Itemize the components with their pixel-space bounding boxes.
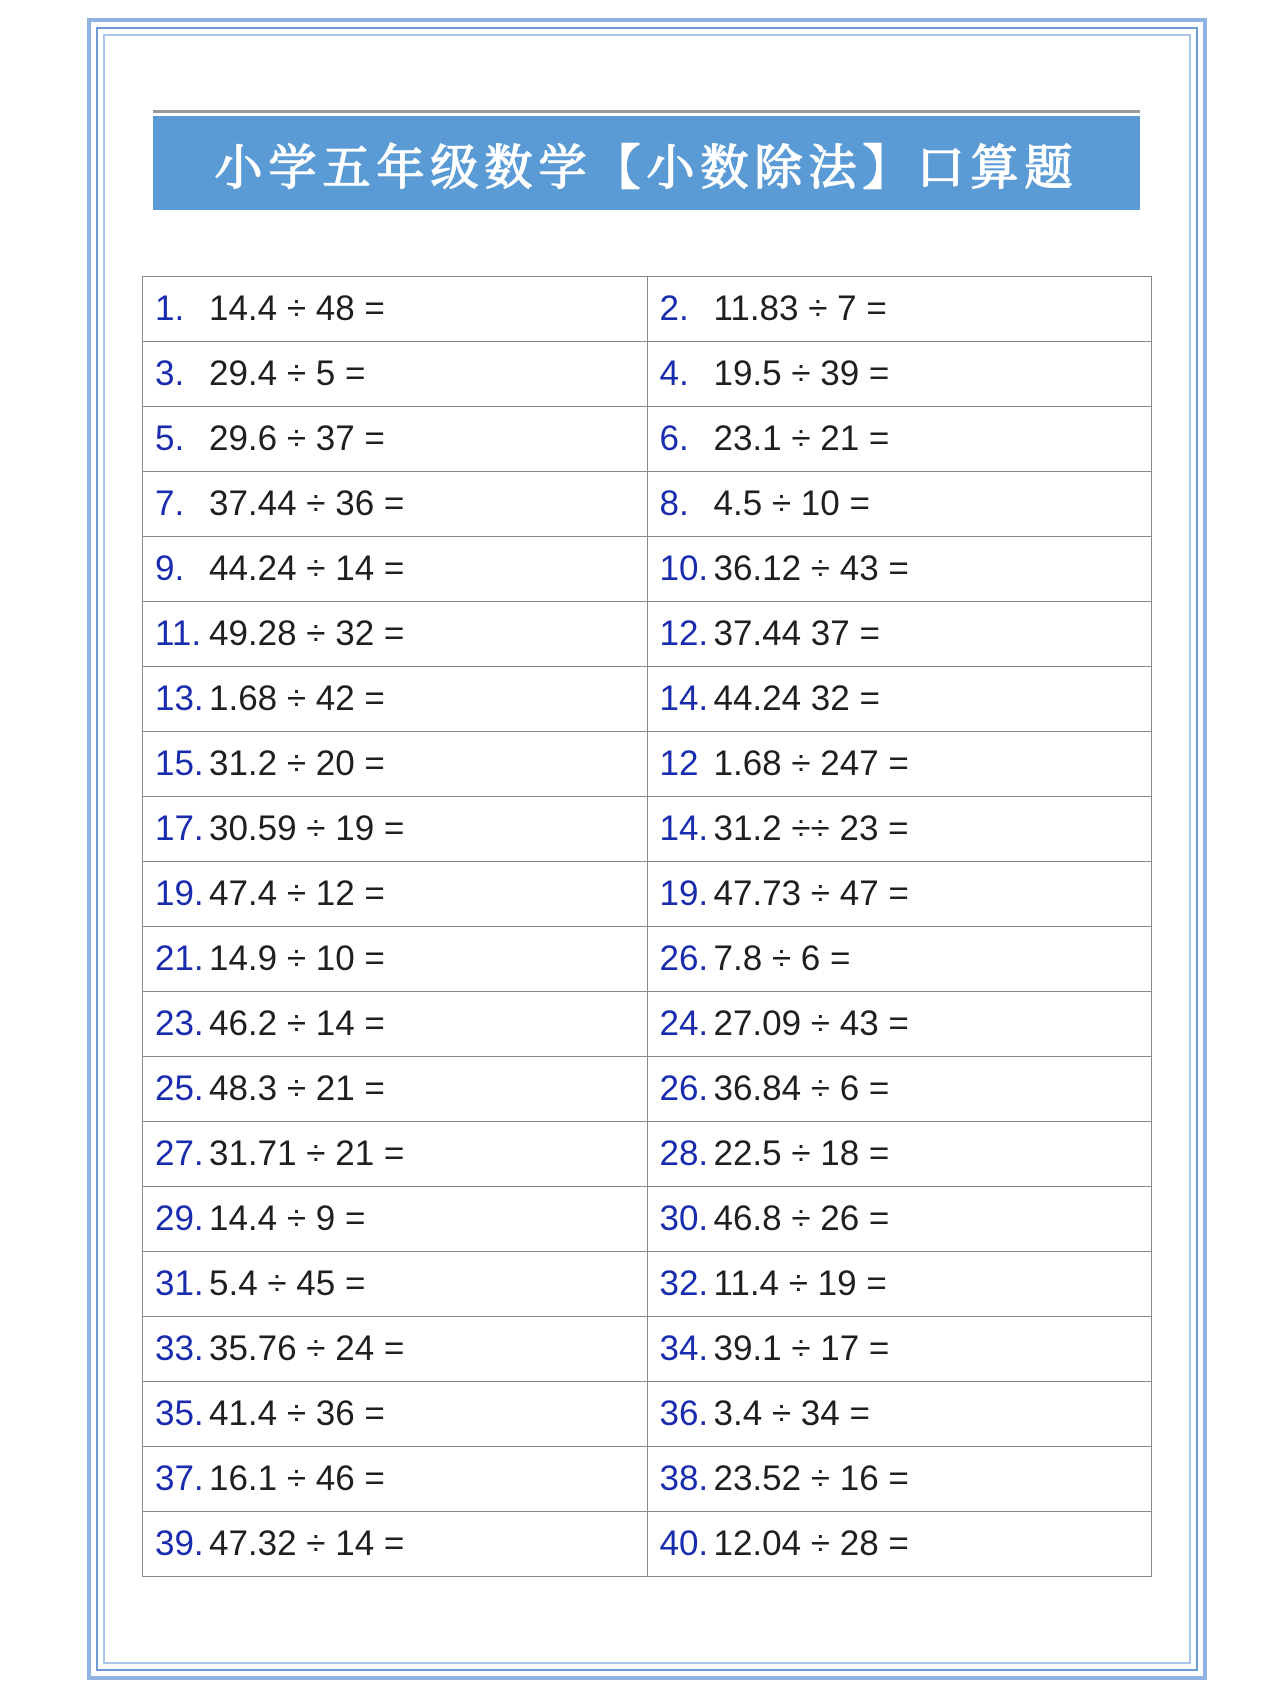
problem-cell	[647, 1122, 1152, 1187]
table-row	[143, 602, 1152, 667]
problem-number: 36.	[659, 1394, 709, 1433]
problem-expression: 1.68 ÷ 42 =	[209, 679, 385, 718]
problem-expression: 47.73 ÷ 47 =	[713, 874, 909, 913]
table-row	[143, 277, 1152, 342]
table-row	[143, 1187, 1152, 1252]
problem-expression: 27.09 ÷ 43 =	[713, 1004, 909, 1043]
problem-cell	[647, 667, 1152, 732]
problem-expression: 22.5 ÷ 18 =	[713, 1134, 890, 1173]
problem-number: 8.	[659, 484, 689, 523]
problem-expression: 3.4 ÷ 34 =	[713, 1394, 870, 1433]
problem-cell	[647, 472, 1152, 537]
problem-expression: 16.1 ÷ 46 =	[209, 1459, 385, 1498]
problem-expression: 39.1 ÷ 17 =	[713, 1329, 890, 1368]
problem-cell	[647, 797, 1152, 862]
problem-cell	[647, 342, 1152, 407]
problem-cell	[647, 1317, 1152, 1382]
problem-number: 4.	[659, 354, 689, 393]
problem-number: 40.	[659, 1524, 709, 1563]
problem-expression: 14.4 ÷ 9 =	[209, 1199, 366, 1238]
problem-number: 39.	[155, 1524, 204, 1563]
table-row	[143, 342, 1152, 407]
problem-expression: 37.44 ÷ 36 =	[209, 484, 405, 523]
problem-expression: 48.3 ÷ 21 =	[209, 1069, 385, 1108]
problem-number: 23.	[155, 1004, 204, 1043]
problem-expression: 44.24 ÷ 14 =	[209, 549, 405, 588]
table-row	[143, 797, 1152, 862]
table-row	[143, 472, 1152, 537]
problem-cell	[143, 1057, 648, 1122]
table-row	[143, 1252, 1152, 1317]
table-row	[143, 927, 1152, 992]
problem-cell	[143, 1317, 648, 1382]
problem-expression: 31.71 ÷ 21 =	[209, 1134, 405, 1173]
problem-expression: 47.4 ÷ 12 =	[209, 874, 385, 913]
problem-expression: 35.76 ÷ 24 =	[209, 1329, 405, 1368]
problem-expression: 23.52 ÷ 16 =	[713, 1459, 909, 1498]
problem-number: 26.	[659, 1069, 709, 1108]
problem-cell	[143, 602, 648, 667]
problem-number: 25.	[155, 1069, 204, 1108]
problem-number: 12	[659, 744, 699, 783]
problem-expression: 4.5 ÷ 10 =	[713, 484, 870, 523]
problem-number: 32.	[659, 1264, 709, 1303]
problem-cell	[143, 1447, 648, 1512]
problem-expression: 46.2 ÷ 14 =	[209, 1004, 385, 1043]
problem-cell	[647, 602, 1152, 667]
problem-number: 28.	[659, 1134, 709, 1173]
problem-number: 24.	[659, 1004, 709, 1043]
problem-cell	[647, 537, 1152, 602]
problem-cell	[647, 1382, 1152, 1447]
problem-number: 19.	[155, 874, 204, 913]
problem-cell	[647, 407, 1152, 472]
problem-cell	[143, 667, 648, 732]
table-row	[143, 407, 1152, 472]
problem-number: 2.	[659, 289, 689, 328]
problem-number: 14.	[659, 679, 709, 718]
problem-cell	[143, 537, 648, 602]
problem-cell	[647, 862, 1152, 927]
problem-number: 21.	[155, 939, 204, 978]
problem-number: 14.	[659, 809, 709, 848]
problem-table	[142, 276, 1152, 1577]
problem-cell	[143, 1187, 648, 1252]
problem-number: 31.	[155, 1264, 204, 1303]
problem-cell	[143, 797, 648, 862]
problem-cell	[143, 992, 648, 1057]
table-row	[143, 862, 1152, 927]
table-row	[143, 1122, 1152, 1187]
problem-cell	[647, 1252, 1152, 1317]
problem-number: 12.	[659, 614, 709, 653]
problem-cell	[143, 1122, 648, 1187]
problem-number: 13.	[155, 679, 204, 718]
table-row	[143, 1512, 1152, 1577]
problem-cell	[647, 732, 1152, 797]
problem-expression: 12.04 ÷ 28 =	[713, 1524, 909, 1563]
problem-cell	[647, 927, 1152, 992]
problem-cell	[143, 472, 648, 537]
problem-expression: 11.83 ÷ 7 =	[713, 289, 887, 328]
problem-cell	[143, 407, 648, 472]
table-row	[143, 1382, 1152, 1447]
problem-number: 5.	[155, 419, 185, 458]
problem-cell	[143, 927, 648, 992]
problem-cell	[647, 1057, 1152, 1122]
problem-number: 15.	[155, 744, 204, 783]
problem-expression: 5.4 ÷ 45 =	[209, 1264, 366, 1303]
problem-cell	[647, 277, 1152, 342]
problem-number: 1.	[155, 289, 185, 328]
problem-expression: 31.2 ÷ 20 =	[209, 744, 385, 783]
problem-number: 38.	[659, 1459, 709, 1498]
problem-expression: 30.59 ÷ 19 =	[209, 809, 405, 848]
problem-expression: 14.4 ÷ 48 =	[209, 289, 385, 328]
problem-number: 10.	[659, 549, 709, 588]
problem-cell	[143, 732, 648, 797]
problem-number: 6.	[659, 419, 689, 458]
title-rule	[153, 110, 1140, 113]
worksheet-title: 小学五年级数学【小数除法】口算题	[153, 116, 1140, 210]
problem-expression: 46.8 ÷ 26 =	[713, 1199, 890, 1238]
problem-expression: 19.5 ÷ 39 =	[713, 354, 890, 393]
problem-number: 33.	[155, 1329, 204, 1368]
problem-number: 30.	[659, 1199, 709, 1238]
problem-expression: 1.68 ÷ 247 =	[713, 744, 909, 783]
problem-expression: 11.4 ÷ 19 =	[713, 1264, 887, 1303]
table-row	[143, 732, 1152, 797]
problem-cell	[143, 342, 648, 407]
table-row	[143, 1317, 1152, 1382]
problem-number: 34.	[659, 1329, 709, 1368]
problem-expression: 36.84 ÷ 6 =	[713, 1069, 890, 1108]
problem-expression: 44.24 32 =	[713, 679, 880, 718]
problem-expression: 41.4 ÷ 36 =	[209, 1394, 385, 1433]
problem-expression: 14.9 ÷ 10 =	[209, 939, 385, 978]
problem-number: 27.	[155, 1134, 204, 1173]
problem-expression: 49.28 ÷ 32 =	[209, 614, 405, 653]
problem-expression: 23.1 ÷ 21 =	[713, 419, 890, 458]
problem-expression: 31.2 ÷÷ 23 =	[713, 809, 909, 848]
problem-cell	[647, 1187, 1152, 1252]
problem-number: 17.	[155, 809, 204, 848]
problem-expression: 29.6 ÷ 37 =	[209, 419, 385, 458]
problem-expression: 29.4 ÷ 5 =	[209, 354, 366, 393]
problem-number: 26.	[659, 939, 709, 978]
problem-cell	[143, 862, 648, 927]
problem-number: 11.	[155, 614, 202, 653]
table-row	[143, 537, 1152, 602]
problem-expression: 7.8 ÷ 6 =	[713, 939, 851, 978]
table-row	[143, 667, 1152, 732]
problem-number: 7.	[155, 484, 185, 523]
problem-cell	[143, 1512, 648, 1577]
problem-cell	[143, 1382, 648, 1447]
problem-expression: 36.12 ÷ 43 =	[713, 549, 909, 588]
problem-cell	[647, 1512, 1152, 1577]
problem-expression: 37.44 37 =	[713, 614, 880, 653]
problem-number: 35.	[155, 1394, 204, 1433]
problem-number: 9.	[155, 549, 185, 588]
table-row	[143, 1447, 1152, 1512]
table-row	[143, 1057, 1152, 1122]
problem-cell	[647, 1447, 1152, 1512]
table-row	[143, 992, 1152, 1057]
problem-number: 3.	[155, 354, 185, 393]
problem-number: 29.	[155, 1199, 204, 1238]
problem-cell	[143, 277, 648, 342]
problem-cell	[143, 1252, 648, 1317]
problem-expression: 47.32 ÷ 14 =	[209, 1524, 405, 1563]
problem-number: 19.	[659, 874, 709, 913]
problem-number: 37.	[155, 1459, 204, 1498]
problem-cell	[647, 992, 1152, 1057]
